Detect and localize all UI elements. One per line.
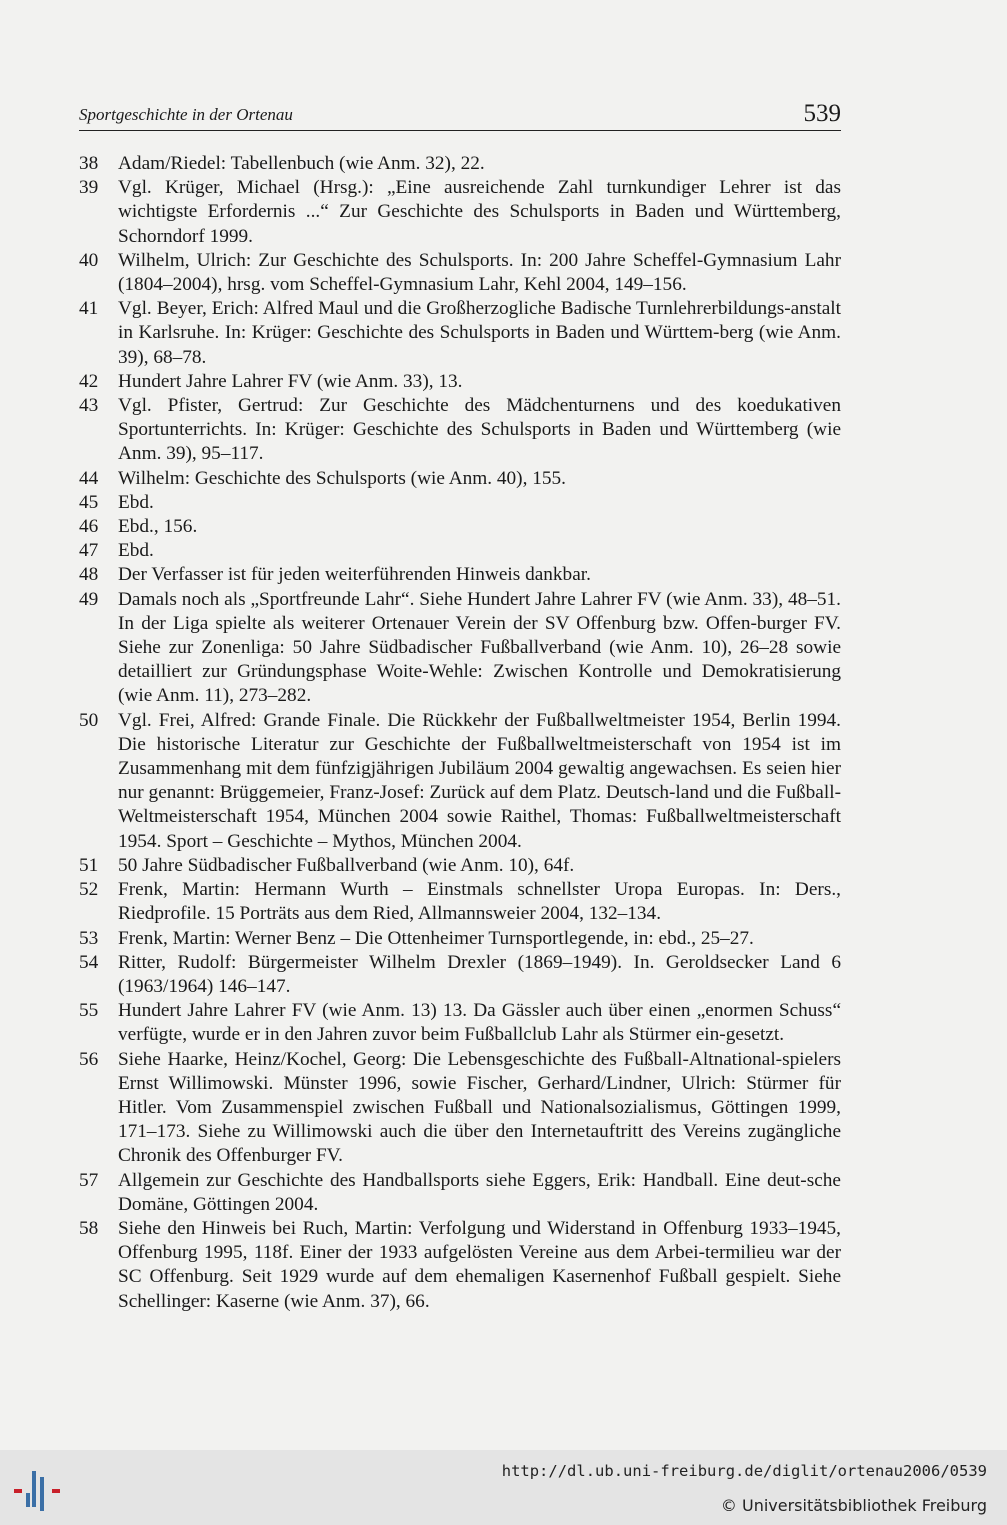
footnote-text: Vgl. Pfister, Gertrud: Zur Geschichte des Mädchenturnens und des koedukativen Sportunterrichts. In: Krüger: Geschichte des Schulsports in Baden und Württemberg (wie Anm. 39), 95–117. xyxy=(118,395,841,465)
footnote-text: Frenk, Martin: Hermann Wurth – Einstmals schnellster Uropa Europas. In: Ders., Riedprofile. 15 Porträts aus dem Ried, Allmannsweier 2004, 132–134. xyxy=(118,879,841,925)
footnote xyxy=(79,176,841,249)
viewer-footer xyxy=(0,1450,1007,1525)
footnote-number: 43 xyxy=(79,395,99,417)
footnote-text: Allgemein zur Geschichte des Handballsports siehe Eggers, Erik: Handball. Eine deut-sche Domäne, Göttingen 2004. xyxy=(118,1169,841,1215)
footnote-number: 39 xyxy=(79,177,99,199)
footnote xyxy=(79,370,841,394)
footnote-list xyxy=(79,152,841,1314)
footnote-number: 50 xyxy=(79,709,99,731)
footnote-number: 49 xyxy=(79,588,99,610)
footnote-number: 46 xyxy=(79,516,99,538)
footnote-text: Adam/Riedel: Tabellenbuch (wie Anm. 32), 22. xyxy=(118,153,485,174)
footnote-text: Ebd. xyxy=(118,491,154,513)
footnote xyxy=(79,539,841,563)
footnote-text: Hundert Jahre Lahrer FV (wie Anm. 13) 13. Da Gässler auch über einen „enormen Schuss“ verfügte, wurde er in den Jahren zuvor beim Fußballclub Lahr als Stürmer ein-gesetzt. xyxy=(118,1000,841,1046)
footnote-number: 53 xyxy=(79,927,99,949)
footnote-text: Vgl. Beyer, Erich: Alfred Maul und die Großherzogliche Badische Turnlehrerbildungs-anstalt in Karlsruhe. In: Krüger: Geschichte des Schulsports in Baden und Württem-berg (wie Anm. 39), 68–78. xyxy=(118,298,841,368)
footnote xyxy=(79,854,841,878)
footnote xyxy=(79,394,841,467)
footnote xyxy=(79,1217,841,1314)
footnote-text: Ritter, Rudolf: Bürgermeister Wilhelm Drexler (1869–1949). In. Geroldsecker Land 6 (1963/1964) 146–147. xyxy=(118,951,841,997)
footnote-number: 52 xyxy=(79,879,99,901)
footnote-number: 55 xyxy=(79,1000,99,1022)
footnote xyxy=(79,297,841,370)
page-number: 539 xyxy=(803,100,841,127)
footnote-text: Siehe den Hinweis bei Ruch, Martin: Verfolgung und Widerstand in Offenburg 1933–1945, Offenburg 1995, 118f. Einer der 1933 aufgelösten Vereine aus dem Arbei-termilieu war der SC Offenburg. Seit 1929 wurde auf dem ehemaligen Kasernenhof Fußball gespielt. Siehe Schellinger: Kaserne (wie Anm. 37), 66. xyxy=(118,1217,841,1312)
footnote-number: 58 xyxy=(79,1217,99,1239)
footnote xyxy=(79,1048,841,1169)
footnote xyxy=(79,927,841,951)
footnote-number: 44 xyxy=(79,467,99,489)
footnote-text: Hundert Jahre Lahrer FV (wie Anm. 33), 13. xyxy=(118,370,463,392)
footnote-number: 51 xyxy=(79,854,99,876)
footnote-number: 56 xyxy=(79,1048,99,1070)
source-url-link[interactable]: http://dl.ub.uni-freiburg.de/diglit/ortenau2006/0539 xyxy=(501,1462,987,1480)
footnote-text: Damals noch als „Sportfreunde Lahr“. Siehe Hundert Jahre Lahrer FV (wie Anm. 33), 48–51. In der Liga spielte als weiterer Ortenauer Verein der SV Offenburg bzw. Offen-burger FV. Siehe zur Zonenliga: 50 Jahre Südbadischer Fußballverband (wie Anm. 10), 26–28 sowie detailliert zur Gründungsphase Woite-Wehle: Zwischen Kontrolle und Demokratisierung (wie Anm. 11), 273–282. xyxy=(118,588,841,707)
copyright-notice: © Universitätsbibliothek Freiburg xyxy=(720,1496,987,1515)
footnote-text: Wilhelm, Ulrich: Zur Geschichte des Schulsports. In: 200 Jahre Scheffel-Gymnasium Lahr (1804–2004), hrsg. vom Scheffel-Gymnasium Lahr, Kehl 2004, 149–156. xyxy=(118,249,841,296)
footnote xyxy=(79,709,841,854)
footnote xyxy=(79,152,841,176)
footnote-number: 41 xyxy=(79,298,99,320)
footnote xyxy=(79,878,841,926)
footnote xyxy=(79,999,841,1047)
footnote-text: Frenk, Martin: Werner Benz – Die Ottenheimer Turnsportlegende, in: ebd., 25–27. xyxy=(118,927,754,949)
footnote-text: Der Verfasser ist für jeden weiterführenden Hinweis dankbar. xyxy=(118,564,591,586)
footnote-text: Wilhelm: Geschichte des Schulsports (wie Anm. 40), 155. xyxy=(118,467,566,489)
footnote-number: 57 xyxy=(79,1169,99,1191)
footnote-number: 42 xyxy=(79,370,99,392)
footnote xyxy=(79,467,841,491)
footnote xyxy=(79,563,841,587)
footnote xyxy=(79,951,841,999)
footnote-number: 45 xyxy=(79,491,99,513)
footnote-text: Ebd., 156. xyxy=(118,516,198,538)
running-title: Sportgeschichte in der Ortenau xyxy=(79,105,293,124)
page-header xyxy=(79,96,841,131)
footnote-text: Siehe Haarke, Heinz/Kochel, Georg: Die Lebensgeschichte des Fußball-Altnational-spielers Ernst Willimowski. Münster 1996, sowie Fischer, Gerhard/Lindner, Ulrich: Stürmer für Hitler. Vom Zusammenspiel zwischen Fußball und Nationalsozialismus, Göttingen 1999, 171–173. Siehe zu Willimowski auch die über den Internetauftritt des Vereins zugängliche Chronik des Offenburger FV. xyxy=(118,1048,841,1167)
digilit-logo-icon[interactable] xyxy=(12,1467,64,1513)
footnote-text: Vgl. Krüger, Michael (Hrsg.): „Eine ausreichende Zahl turnkundiger Lehrer ist das wichtigste Erfordernis ...“ Zur Geschichte des Schulsports in Baden und Württemberg, Schorndorf 1999. xyxy=(118,177,841,247)
footnote-number: 54 xyxy=(79,951,99,973)
footnote xyxy=(79,588,841,709)
footnote-number: 40 xyxy=(79,249,99,271)
footnote-text: 50 Jahre Südbadischer Fußballverband (wie Anm. 10), 64f. xyxy=(118,854,575,876)
footnote-number: 48 xyxy=(79,564,99,586)
footnote-number: 38 xyxy=(79,153,99,174)
footnote xyxy=(79,249,841,297)
footnote xyxy=(79,1169,841,1217)
footnote-number: 47 xyxy=(79,540,99,562)
footnote-text: Ebd. xyxy=(118,540,154,562)
footnote xyxy=(79,515,841,539)
footnote xyxy=(79,491,841,515)
footnote-text: Vgl. Frei, Alfred: Grande Finale. Die Rückkehr der Fußballweltmeister 1954, Berlin 1994. Die historische Literatur zur Geschichte der Fußballweltmeisterschaft von 1954 ist im Zusammenhang mit dem fünfzigjährigen Jubiläum 2004 gewaltig angewachsen. Es seien hier nur genannt: Brüggemeier, Franz-Josef: Zurück auf dem Platz. Deutsch-land und die Fußball-Weltmeisterschaft 1954, München 2004 sowie Raithel, Thomas: Fußballweltmeisterschaft 1954. Sport – Geschichte – Mythos, München 2004. xyxy=(118,709,841,852)
